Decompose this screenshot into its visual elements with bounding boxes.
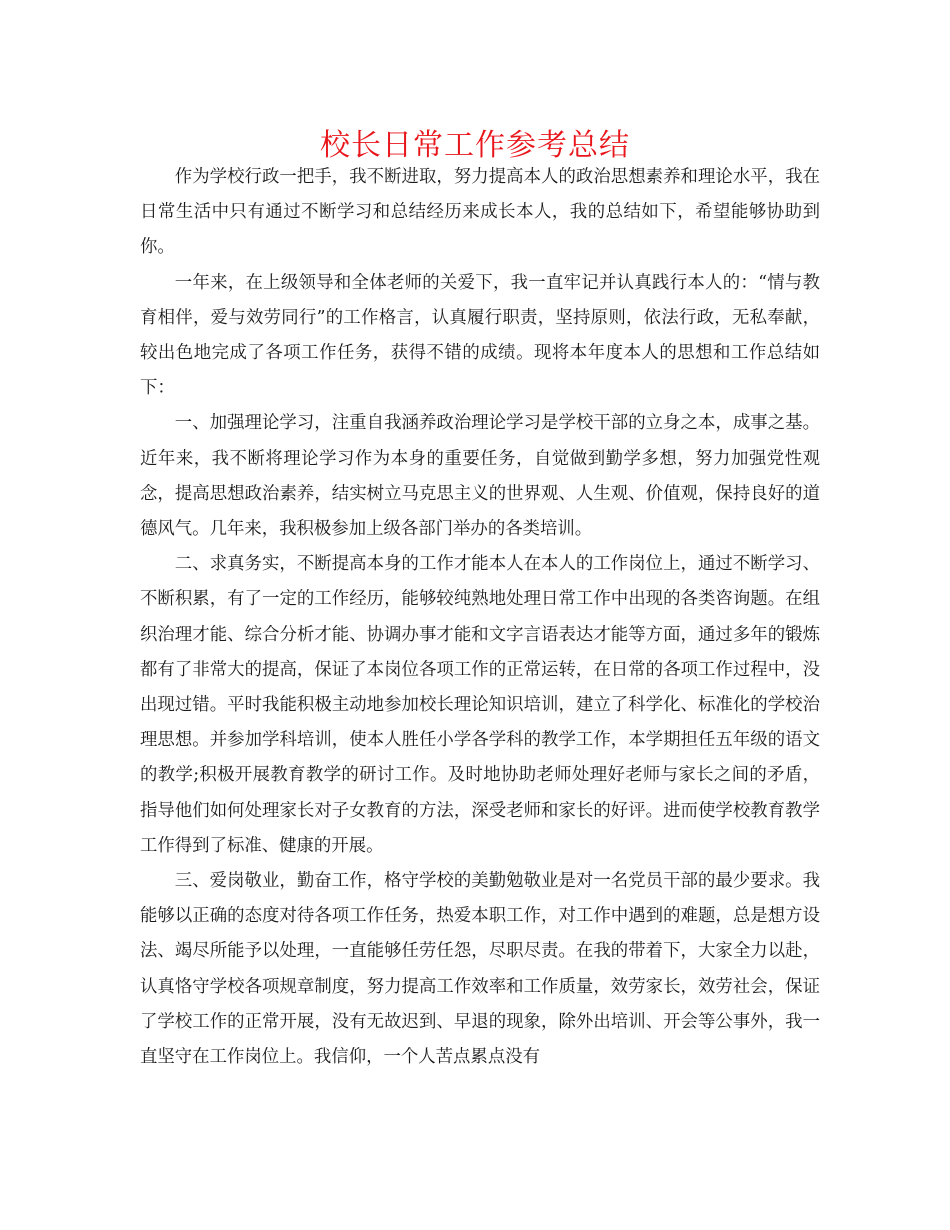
paragraph-section-1: 一、加强理论学习，注重自我涵养政治理论学习是学校干部的立身之本，成事之基。近年来，我不断将理论学习作为本身的重要任务，自觉做到勤学多想，努力加强党性观念，提高思想政治素养，结实树立马克思主义的世界观、人生观、价值观，保持良好的道德风气。几年来，我积极参加上级各部门举办的各类培训。 [140, 413, 820, 540]
paragraph-section-2: 二、求真务实，不断提高本身的工作才能本人在本人的工作岗位上，通过不断学习、不断积累，有了一定的工作经历，能够较纯熟地处理日常工作中出现的各类咨询题。在组织治理才能、综合分析才能、协调办事才能和文字言语表达才能等方面，通过多年的锻炼都有了非常大的提高，保证了本岗位各项工作的正常运转，在日常的各项工作过程中，没出现过错。平时我能积极主动地参加校长理论知识培训，建立了科学化、标准化的学校治理思想。并参加学科培训，使本人胜任小学各学科的教学工作，本学期担任五年级的语文的教学;积极开展教育教学的研讨工作。及时地协助老师处理好老师与家长之间的矛盾，指导他们如何处理家长对子女教育的方法，深受老师和家长的好评。进而使学校教育教学工作得到了标准、健康的开展。 [140, 554, 820, 856]
paragraph-overview: 一年来，在上级领导和全体老师的关爱下，我一直牢记并认真践行本人的：“情与教育相伴，爱与效劳同行”的工作格言，认真履行职责，坚持原则，依法行政，无私奉献，较出色地完成了各项工作任务，获得不错的成绩。现将本年度本人的思想和工作总结如下： [140, 272, 820, 399]
paragraph-intro: 作为学校行政一把手，我不断进取，努力提高本人的政治思想素养和理论水平，我在日常生活中只有通过不断学习和总结经历来成长本人，我的总结如下，希望能够协助到你。 [140, 167, 820, 258]
paragraph-section-3: 三、爱岗敬业，勤奋工作，格守学校的美勤勉敬业是对一名党员干部的最少要求。我能够以正确的态度对待各项工作任务，热爱本职工作，对工作中遇到的难题，总是想方设法、竭尽所能予以处理，一直能够任劳任怨，尽职尽责。在我的带着下，大家全力以赴，认真恪守学校各项规章制度，努力提高工作效率和工作质量，效劳家长，效劳社会，保证了学校工作的正常开展，没有无故迟到、早退的现象，除外出培训、开会等公事外，我一直坚守在工作岗位上。我信仰，一个人苦点累点没有 [140, 871, 820, 1068]
document-body [140, 160, 820, 1075]
document-title: 校长日常工作参考总结 [320, 128, 630, 163]
